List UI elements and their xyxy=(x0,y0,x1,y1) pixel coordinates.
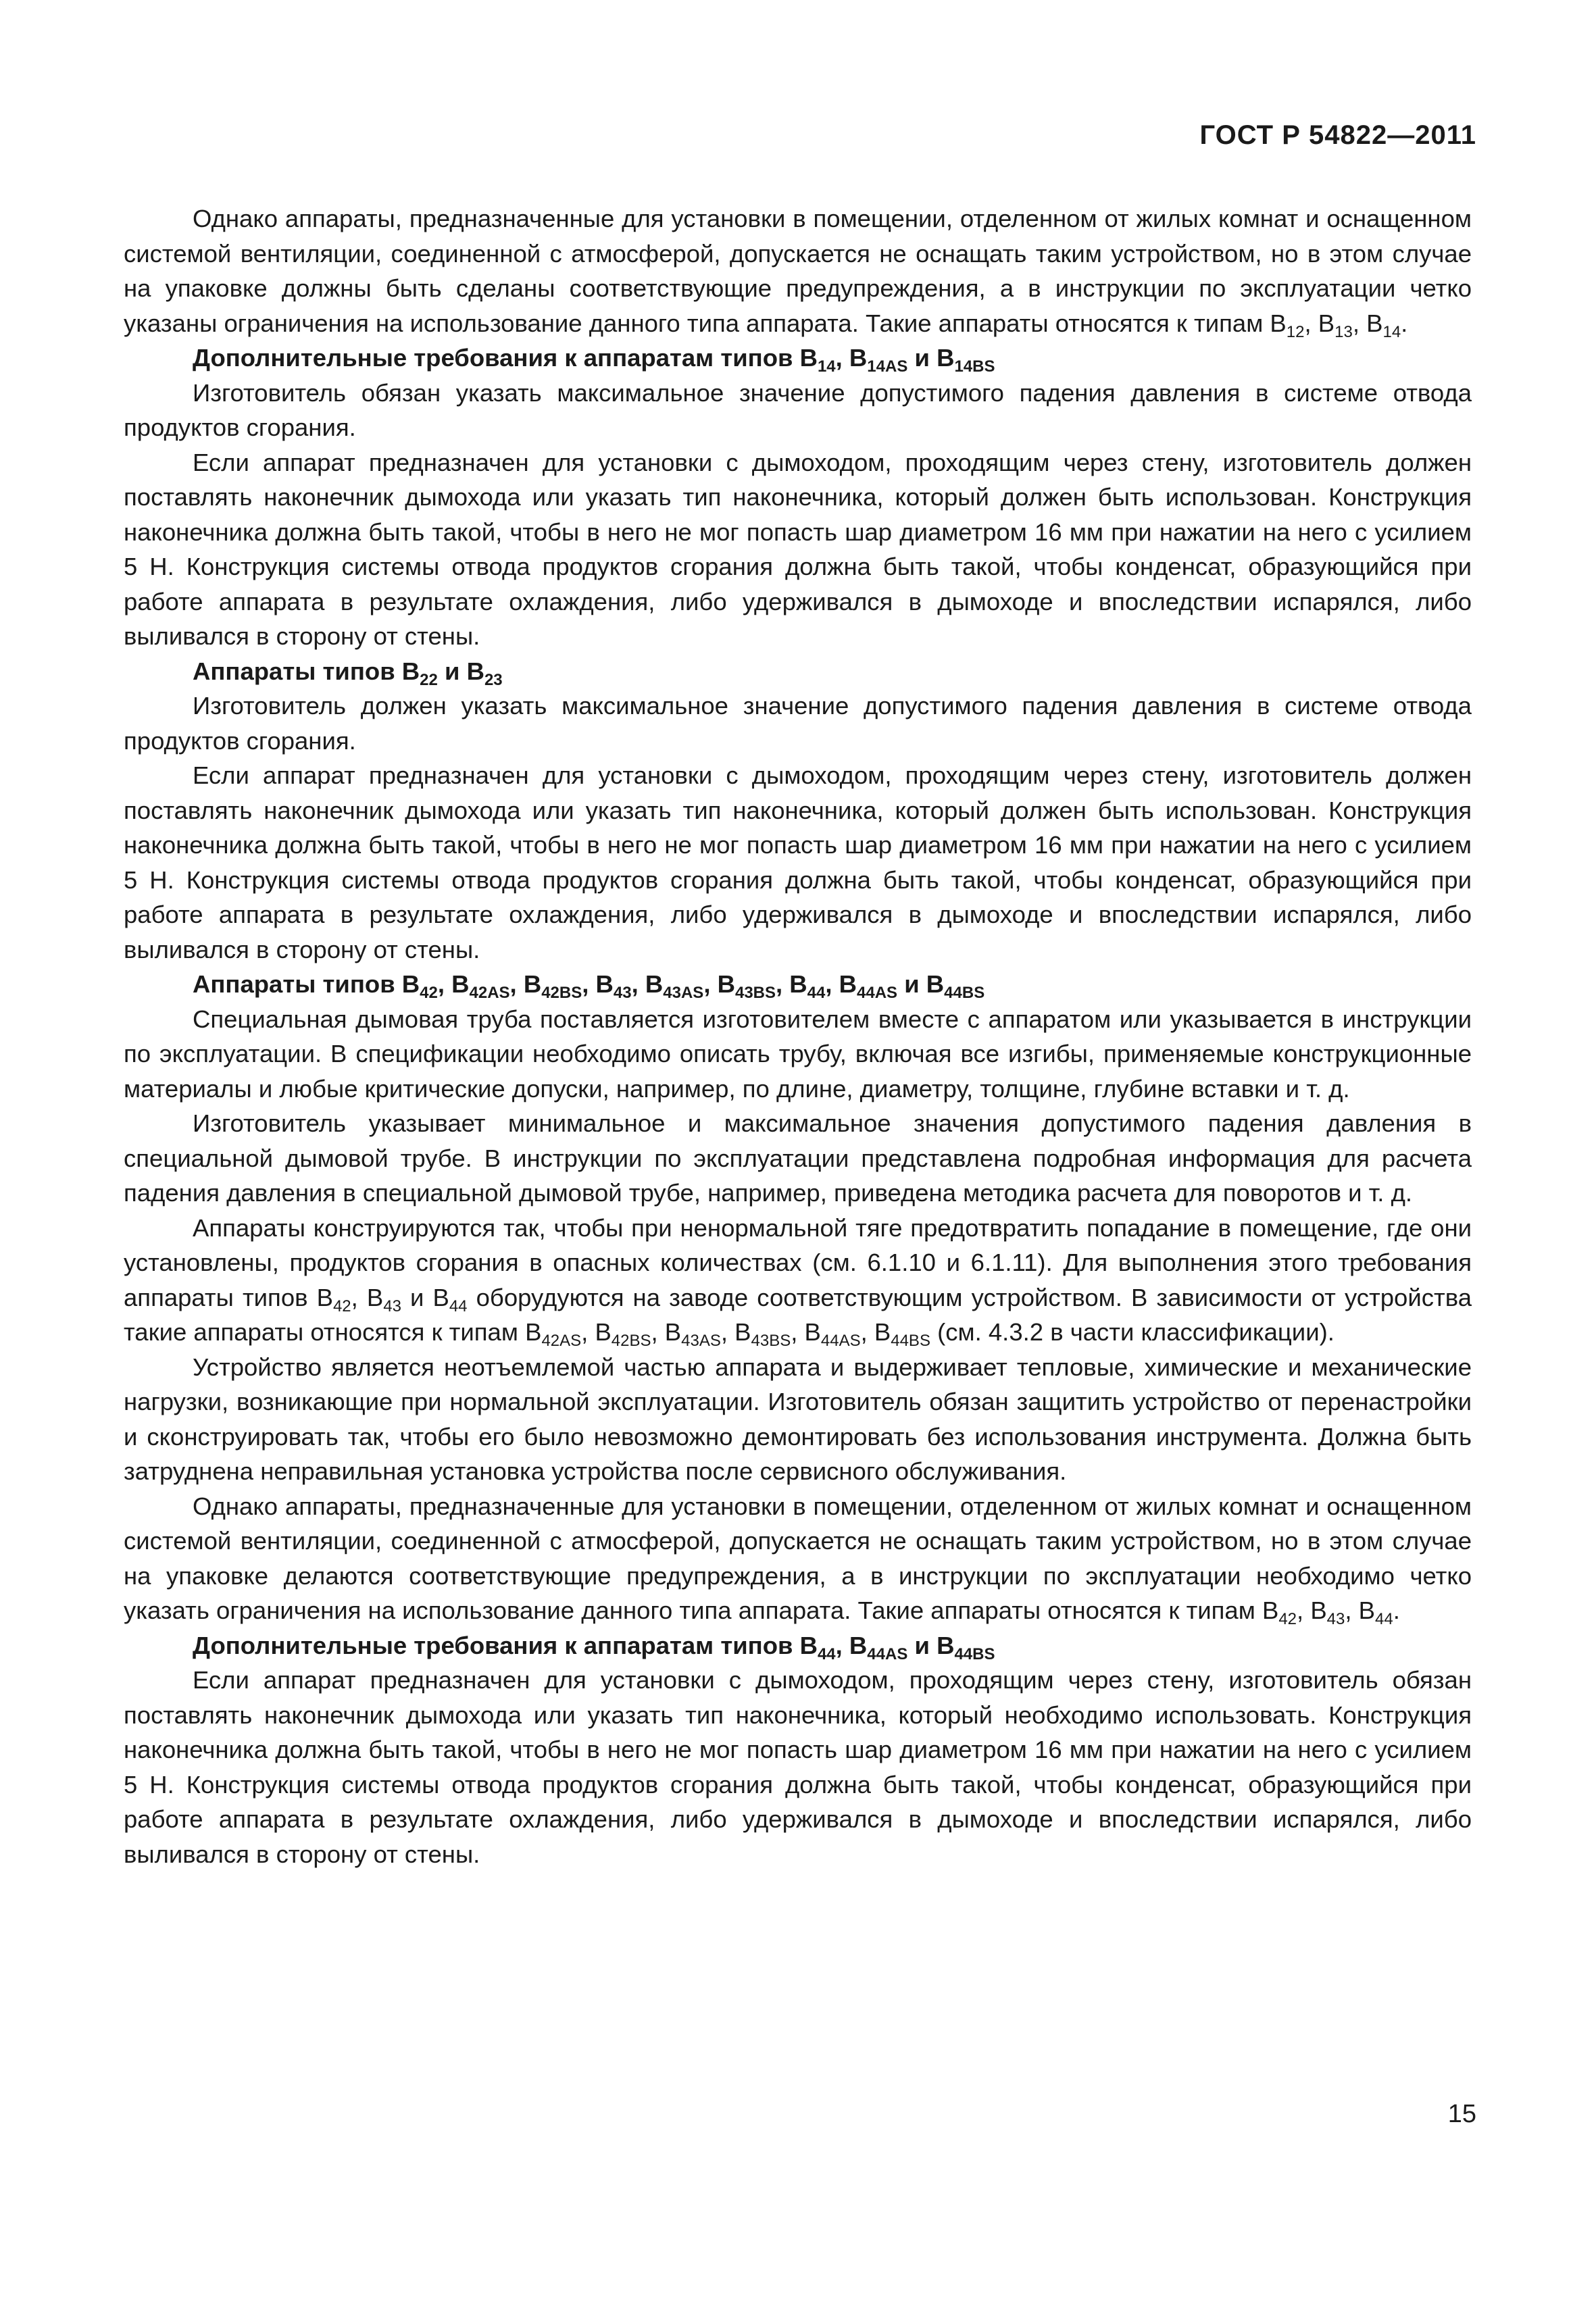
section-heading xyxy=(124,967,1472,1002)
subscript-text: 44 xyxy=(449,1297,468,1315)
paragraph-text: и В xyxy=(907,1631,955,1659)
subscript-text: 23 xyxy=(484,670,503,689)
paragraph-text: , В xyxy=(437,970,470,998)
subscript-text: 42AS xyxy=(469,984,510,1002)
subscript-text: 44 xyxy=(807,984,826,1002)
subscript-text: 22 xyxy=(420,670,438,689)
paragraph-text: , В xyxy=(1345,1596,1376,1624)
subscript-text: 43 xyxy=(1326,1610,1345,1628)
paragraph-text: , В xyxy=(835,344,868,372)
subscript-text: 42 xyxy=(420,984,438,1002)
document-body xyxy=(124,201,1472,1871)
subscript-text: 14 xyxy=(817,357,836,376)
subscript-text: 42 xyxy=(332,1297,351,1315)
paragraph-text: Специальная дымовая труба поставляется изготовителем вместе с аппаратом или указывается в инструкции по эксплуатации. В спецификации необходимо описать трубу, включая все изгибы, применяемые конструкционные материалы и любые критические допуски, например, по длине, диаметру, толщине, глубине вставки и т. д. xyxy=(124,1005,1472,1103)
paragraph-text: Изготовитель указывает минимальное и максимальное значения допустимого падения давления в специальной дымовой трубе. В инструкции по эксплуатации представлена подробная информация для расчета падения давления в специальной дымовой трубе, например, приведена методика расчета для поворотов и т. д. xyxy=(124,1109,1472,1207)
subscript-text: 44 xyxy=(1375,1610,1393,1628)
paragraph-text: оборудуются на заводе соответствующим устройством. В зависимости от устройства такие аппараты относятся к типам В xyxy=(124,1283,1472,1346)
body-paragraph xyxy=(124,1489,1472,1628)
subscript-text: 14AS xyxy=(867,357,908,376)
paragraph-text: Однако аппараты, предназначенные для установки в помещении, отделенном от жилых комнат и оснащенном системой вентиляции, соединенной с атмосферой, допускается не оснащать таким устройством, но в этом случае на упаковке делаются соответствующие предупреждения, а в инструкции по эксплуатации необходимо четко указать ограничения на использование данного типа аппарата. Такие аппараты относятся к типам В xyxy=(124,1492,1472,1624)
paragraph-text: , В xyxy=(776,970,807,998)
paragraph-text: , В xyxy=(860,1318,891,1346)
paragraph-text: Изготовитель должен указать максимальное значение допустимого падения давления в системе отвода продуктов сгорания. xyxy=(124,692,1472,755)
paragraph-text: . xyxy=(1401,309,1408,337)
paragraph-text: Аппараты типов В xyxy=(193,970,420,998)
document-id-header: ГОСТ Р 54822—2011 xyxy=(1199,120,1476,150)
paragraph-text: , В xyxy=(1297,1596,1327,1624)
subscript-text: 42BS xyxy=(541,984,582,1002)
body-paragraph xyxy=(124,445,1472,654)
section-heading xyxy=(124,654,1472,689)
subscript-text: 43 xyxy=(383,1297,401,1315)
paragraph-text: Однако аппараты, предназначенные для установки в помещении, отделенном от жилых комнат и оснащенном системой вентиляции, соединенной с атмосферой, допускается не оснащать таким устройством, но в этом случае на упаковке должны быть сделаны соответствующие предупреждения, а в инструкции по эксплуатации четко указаны ограничения на использование данного типа аппарата. Такие аппараты относятся к типам В xyxy=(124,205,1472,337)
paragraph-text: , В xyxy=(631,970,664,998)
body-paragraph xyxy=(124,1350,1472,1489)
paragraph-text: , В xyxy=(703,970,735,998)
body-paragraph xyxy=(124,758,1472,967)
subscript-text: 43BS xyxy=(734,984,776,1002)
paragraph-text: , В xyxy=(509,970,542,998)
paragraph-text: , В xyxy=(1352,309,1383,337)
body-paragraph xyxy=(124,1663,1472,1871)
body-paragraph xyxy=(124,1106,1472,1211)
subscript-text: 44AS xyxy=(820,1332,861,1350)
paragraph-text: , В xyxy=(835,1631,868,1659)
subscript-text: 12 xyxy=(1286,322,1305,341)
subscript-text: 43BS xyxy=(751,1332,791,1350)
subscript-text: 14BS xyxy=(954,357,995,376)
paragraph-text: Если аппарат предназначен для установки с дымоходом, проходящим через стену, изготовитель обязан поставлять наконечник дымохода или указать тип наконечника, который необходимо использовать. Конструкция наконечника должна быть такой, чтобы в него не мог попасть шар диаметром 16 мм при нажатии на него с усилием 5 Н. Конструкция системы отвода продуктов сгорания должна быть такой, чтобы конденсат, образующийся при работе аппарата в результате охлаждения, либо удерживался в дымоходе и впоследствии испарялся, либо выливался в сторону от стены. xyxy=(124,1666,1472,1868)
paragraph-text: Изготовитель обязан указать максимальное значение допустимого падения давления в системе отвода продуктов сгорания. xyxy=(124,378,1472,441)
body-paragraph xyxy=(124,376,1472,445)
paragraph-text: Аппараты типов В xyxy=(193,657,420,685)
paragraph-text: и В xyxy=(907,344,955,372)
paragraph-text: Если аппарат предназначен для установки с дымоходом, проходящим через стену, изготовитель должен поставлять наконечник дымохода или указать тип наконечника, который должен быть использован. Конструкция наконечника должна быть такой, чтобы в него не мог попасть шар диаметром 16 мм при нажатии на него с усилием 5 Н. Конструкция системы отвода продуктов сгорания должна быть такой, чтобы конденсат, образующийся при работе аппарата в результате охлаждения, либо удерживался в дымоходе и впоследствии испарялся, либо выливался в сторону от стены. xyxy=(124,761,1472,963)
page-number: 15 xyxy=(1447,2100,1476,2128)
paragraph-text: и В xyxy=(897,970,945,998)
body-paragraph xyxy=(124,1211,1472,1350)
body-paragraph xyxy=(124,201,1472,341)
subscript-text: 42 xyxy=(1278,1610,1297,1628)
paragraph-text: , В xyxy=(651,1318,682,1346)
paragraph-text: Дополнительные требования к аппаратам типов В xyxy=(193,1631,818,1659)
paragraph-text: и В xyxy=(401,1283,449,1311)
body-paragraph xyxy=(124,688,1472,758)
paragraph-text: Дополнительные требования к аппаратам типов В xyxy=(193,344,818,372)
paragraph-text: (см. 4.3.2 в части классификации). xyxy=(930,1318,1335,1346)
subscript-text: 42BS xyxy=(611,1332,651,1350)
subscript-text: 44BS xyxy=(891,1332,930,1350)
paragraph-text: Аппараты конструируются так, чтобы при ненормальной тяге предотвратить попадание в помещение, где они установлены, продуктов сгорания в опасных количествах (см. 6.1.10 и 6.1.11). Для выполнения этого требования аппараты типов В xyxy=(124,1213,1472,1311)
subscript-text: 13 xyxy=(1335,322,1353,341)
subscript-text: 44BS xyxy=(944,984,985,1002)
paragraph-text: , В xyxy=(825,970,857,998)
subscript-text: 44BS xyxy=(954,1644,995,1663)
body-paragraph xyxy=(124,1002,1472,1107)
subscript-text: 44AS xyxy=(867,1644,908,1663)
subscript-text: 42AS xyxy=(541,1332,582,1350)
subscript-text: 43AS xyxy=(681,1332,721,1350)
paragraph-text: Устройство является неотъемлемой частью аппарата и выдерживает тепловые, химические и механические нагрузки, возникающие при нормальной эксплуатации. Изготовитель обязан защитить устройство от перенастройки и сконструировать так, чтобы его было невозможно демонтировать без использования инструмента. Должна быть затруднена неправильная установка устройства после сервисного обслуживания. xyxy=(124,1353,1472,1485)
paragraph-text: Если аппарат предназначен для установки с дымоходом, проходящим через стену, изготовитель должен поставлять наконечник дымохода или указать тип наконечника, который должен быть использован. Конструкция наконечника должна быть такой, чтобы в него не мог попасть шар диаметром 16 мм при нажатии на него с усилием 5 Н. Конструкция системы отвода продуктов сгорания должна быть такой, чтобы конденсат, образующийся при работе аппарата в результате охлаждения, либо удерживался в дымоходе и впоследствии испарялся, либо выливался в сторону от стены. xyxy=(124,448,1472,650)
subscript-text: 44AS xyxy=(857,984,898,1002)
subscript-text: 43 xyxy=(613,984,632,1002)
paragraph-text: , В xyxy=(791,1318,821,1346)
paragraph-text: , В xyxy=(720,1318,751,1346)
paragraph-text: , В xyxy=(581,1318,612,1346)
paragraph-text: , В xyxy=(1304,309,1335,337)
section-heading xyxy=(124,1628,1472,1663)
subscript-text: 14 xyxy=(1382,322,1401,341)
paragraph-text: , В xyxy=(351,1283,384,1311)
paragraph-text: . xyxy=(1393,1596,1400,1624)
section-heading xyxy=(124,341,1472,376)
paragraph-text: и В xyxy=(437,657,484,685)
subscript-text: 44 xyxy=(817,1644,836,1663)
paragraph-text: , В xyxy=(582,970,614,998)
subscript-text: 43AS xyxy=(663,984,704,1002)
